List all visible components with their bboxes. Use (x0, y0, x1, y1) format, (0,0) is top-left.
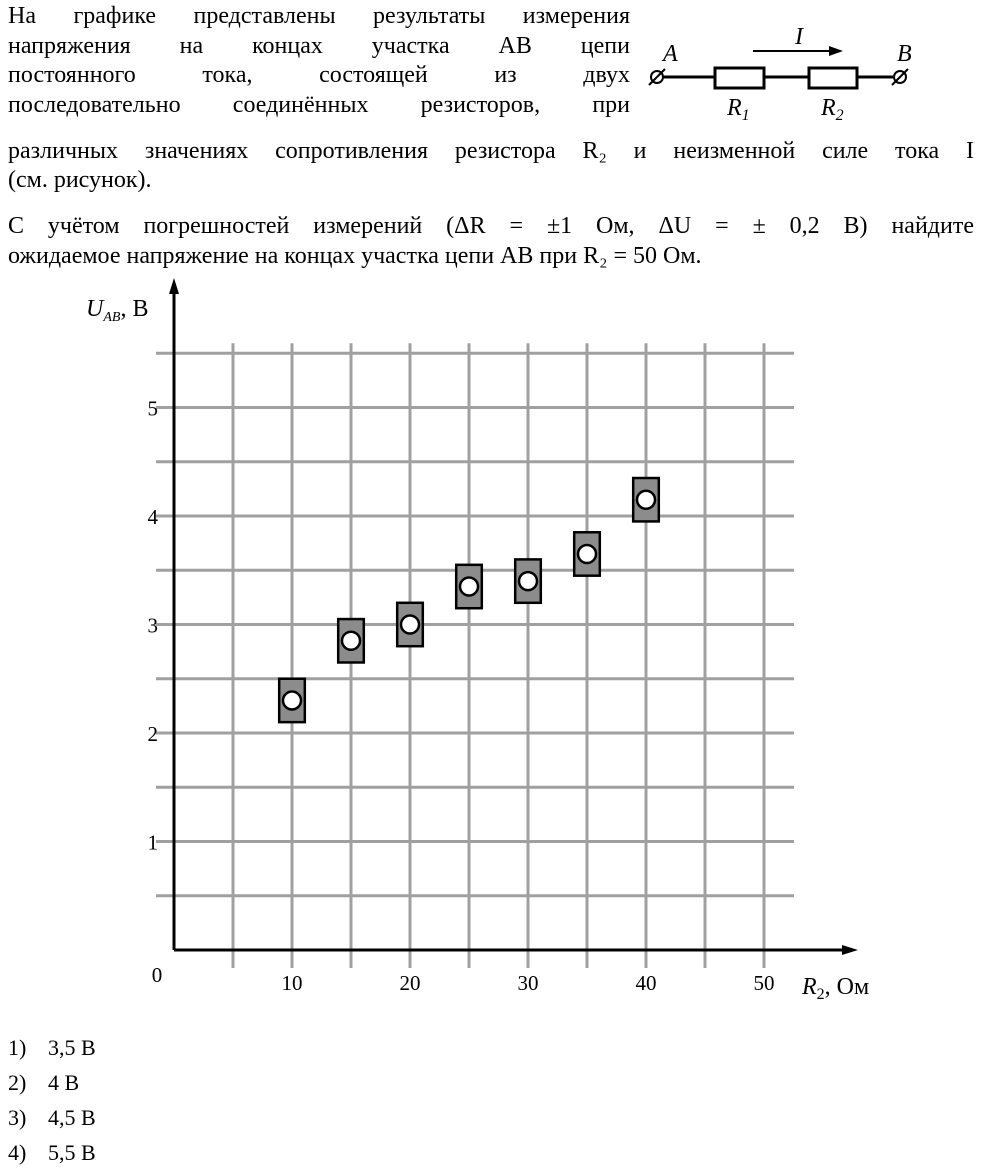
question-line: С учётом погрешностей измерений (ΔR = ±1 Ом, ΔU = ± 0,2 В) найдите (8, 213, 974, 239)
data-point (519, 572, 537, 590)
x-tick-label: 10 (281, 971, 303, 995)
data-point (578, 545, 596, 563)
x-axis-arrow-icon (842, 945, 858, 955)
problem-question (8, 212, 974, 242)
answer-option-4[interactable]: 4) 5,5 В (8, 1140, 96, 1165)
resistor-r1 (715, 68, 764, 88)
resistor-r2 (809, 68, 857, 88)
continuation-line: (см. рисунок). (8, 167, 152, 193)
resistor-r2-label: $R_2$ (821, 95, 844, 124)
problem-intro (8, 2, 630, 120)
x-tick-label: 40 (635, 971, 657, 995)
problem-continuation-2 (8, 166, 974, 196)
answer-options (8, 1030, 96, 1170)
y-axis-arrow-icon (169, 278, 179, 294)
answer-option-3[interactable]: 3) 4,5 В (8, 1105, 96, 1130)
answer-option-1[interactable]: 1) 3,5 В (8, 1035, 96, 1060)
data-point (460, 578, 478, 596)
problem-continuation (8, 137, 974, 167)
intro-line: постоянного тока, состоящей из двух (8, 62, 630, 88)
x-axis-label: $R_2$, Ом (802, 974, 870, 1003)
resistor-r1-label: $R_1$ (727, 95, 750, 124)
y-tick-label: 1 (147, 830, 158, 855)
node-b-label: B (897, 41, 912, 67)
current-arrow-icon (829, 46, 843, 56)
intro-line: последовательно соединённых резисторов, при (8, 91, 630, 118)
y-tick-label: 4 (147, 505, 158, 529)
answer-option-2[interactable]: 2) 4 В (8, 1070, 80, 1095)
continuation-line: различных значениях сопротивления резистора R₂ и неизменной силе тока I (8, 138, 974, 164)
voltage-resistance-chart (0, 270, 900, 1010)
x-tick-label: 50 (753, 971, 775, 995)
data-point (283, 691, 301, 709)
intro-line: На графике представлены результаты измерения (8, 3, 630, 29)
data-point (637, 491, 655, 509)
x-tick-label: 20 (399, 971, 421, 995)
y-tick-label: 5 (147, 396, 158, 421)
y-tick-label: 2 (147, 722, 158, 746)
current-label: I (795, 24, 803, 50)
question-line: ожидаемое напряжение на концах участка цепи AB при R₂ = 50 Ом. (8, 243, 702, 269)
x-tick-label: 30 (517, 971, 539, 995)
y-tick-label: 3 (147, 613, 158, 638)
data-point (401, 616, 419, 634)
y-axis-label: $U_{AB}$, В (86, 296, 149, 325)
intro-line: напряжения на концах участка AB цепи (8, 32, 630, 59)
circuit-diagram (645, 18, 925, 128)
problem-question-2 (8, 242, 974, 272)
origin-label: 0 (151, 963, 163, 987)
node-a-label: A (663, 41, 678, 67)
data-point (342, 632, 360, 650)
